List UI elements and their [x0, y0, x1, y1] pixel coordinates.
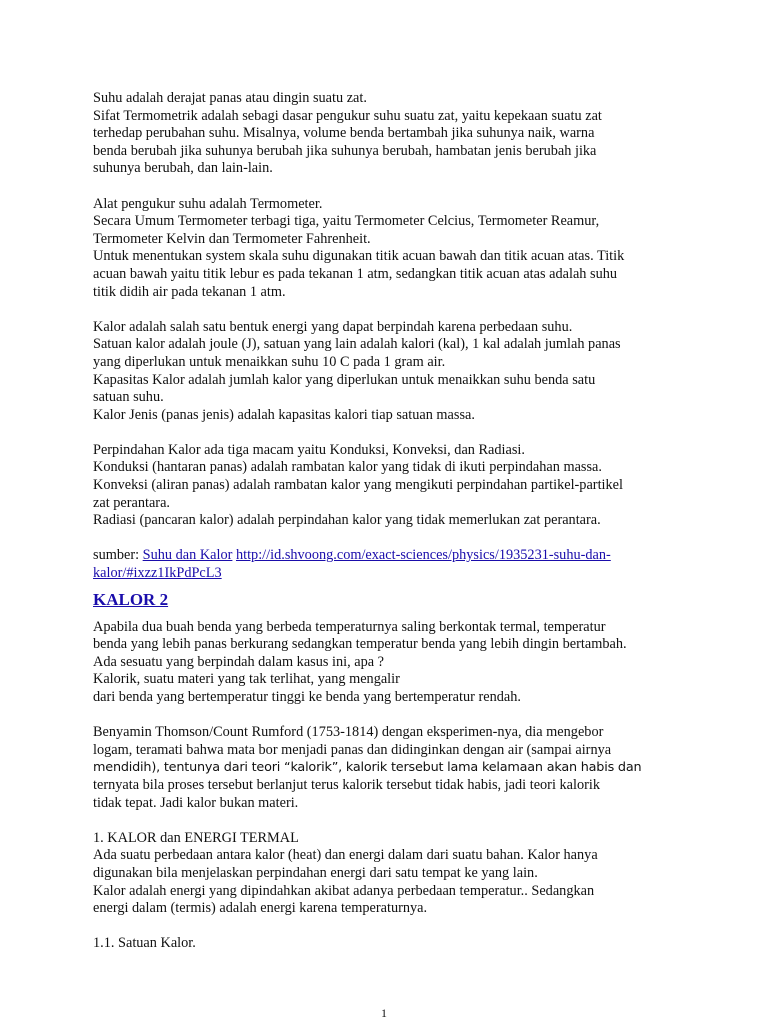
text-line: acuan bawah yaitu titik lebur es pada tekanan 1 atm, sedangkan titik acuan atas adalah suhu	[93, 265, 618, 282]
document-body	[93, 90, 683, 953]
text-line: Satuan kalor adalah joule (J), satuan yang lain adalah kalori (kal), 1 kal adalah jumlah panas	[93, 336, 621, 353]
text-line: satuan suhu.	[93, 389, 164, 406]
paragraph	[93, 830, 683, 918]
text-line: Termometer Kelvin dan Termometer Fahrenheit.	[93, 230, 371, 247]
heading-link[interactable]: KALOR 2	[93, 589, 169, 609]
text-line: titik didih air pada tekanan 1 atm.	[93, 283, 286, 300]
paragraph	[93, 442, 683, 530]
subheading: 1.1. Satuan Kalor.	[93, 935, 196, 952]
text-line: Perpindahan Kalor ada tiga macam yaitu Konduksi, Konveksi, dan Radiasi.	[93, 441, 525, 458]
section-heading	[93, 590, 683, 610]
text-line: Ada suatu perbedaan antara kalor (heat) dan energi dalam dari suatu bahan. Kalor hanya	[93, 847, 598, 864]
text-line: Sifat Termometrik adalah sebagi dasar pengukur suhu suatu zat, yaitu kepekaan suatu zat	[93, 107, 602, 124]
text-line: energi dalam (termis) adalah energi karena temperaturnya.	[93, 900, 428, 917]
paragraph	[93, 935, 683, 953]
text-line: Secara Umum Termometer terbagi tiga, yaitu Termometer Celcius, Termometer Reamur,	[93, 213, 600, 230]
paragraph	[93, 619, 683, 707]
text-line: dari benda yang bertemperatur tinggi ke benda yang bertemperatur rendah.	[93, 689, 521, 705]
text-line: Ada sesuatu yang berpindah dalam kasus ini, apa ?	[93, 653, 385, 670]
page-number: 1	[381, 1006, 387, 1020]
text-line: Radiasi (pancaran kalor) adalah perpindahan kalor yang tidak memerlukan zat perantara.	[93, 512, 601, 529]
text-line: Benyamin Thomson/Count Rumford (1753-1814) dengan eksperimen-nya, dia mengebor	[93, 724, 604, 741]
text-line: logam, teramati bahwa mata bor menjadi panas dan didinginkan dengan air (sampai airnya	[93, 741, 612, 758]
text-line: Kapasitas Kalor adalah jumlah kalor yang diperlukan untuk menaikkan suhu benda satu	[93, 371, 596, 388]
paragraph	[93, 319, 683, 425]
source-link-url[interactable]: http://id.shvoong.com/exact-sciences/physics/1935231-suhu-dan- kalor/#ixzz1IkPdPcL3	[93, 547, 611, 582]
text-line: digunakan bila menjelaskan perpindahan energi dari satu tempat ke yang lain.	[93, 864, 538, 881]
text-line: Untuk menentukan system skala suhu digunakan titik acuan bawah dan titik acuan atas. Titik	[93, 248, 625, 265]
paragraph	[93, 724, 683, 812]
text-line: Suhu adalah derajat panas atau dingin suatu zat.	[93, 90, 367, 106]
paragraph	[93, 196, 683, 302]
text-line: Apabila dua buah benda yang berbeda temperaturnya saling berkontak termal, temperatur	[93, 618, 606, 635]
text-line: Kalor Jenis (panas jenis) adalah kapasitas kalori tiap satuan massa.	[93, 406, 475, 423]
text-line: Alat pengukur suhu adalah Termometer.	[93, 195, 323, 212]
source-link-title[interactable]: Suhu dan Kalor	[142, 547, 233, 564]
text-line: benda berubah jika suhunya berubah jika suhunya berubah, hambatan jenis berubah jika	[93, 142, 597, 159]
subheading: 1. KALOR dan ENERGI TERMAL	[93, 829, 299, 846]
text-line: yang diperlukan untuk menaikkan suhu 10 C pada 1 gram air.	[93, 353, 446, 370]
source-label: sumber:	[93, 547, 143, 564]
text-line: Kalor adalah energi yang dipindahkan akibat adanya perbedaan temperatur.. Sedangkan	[93, 882, 595, 899]
text-line: mendidih), tentunya dari teori “kalorik”, kalorik tersebut lama kelamaan akan habis dan	[93, 760, 642, 776]
text-line: Kalor adalah salah satu bentuk energi yang dapat berpindah karena perbedaan suhu.	[93, 318, 573, 335]
paragraph	[93, 90, 683, 178]
text-line: Konduksi (hantaran panas) adalah rambatan kalor yang tidak di ikuti perpindahan massa.	[93, 459, 602, 476]
source-citation	[93, 547, 683, 582]
text-line: Kalorik, suatu materi yang tak terlihat, yang mengalir	[93, 671, 400, 688]
text-line: tidak tepat. Jadi kalor bukan materi.	[93, 794, 299, 811]
text-line: suhunya berubah, dan lain-lain.	[93, 160, 273, 177]
text-line: ternyata bila proses tersebut berlanjut terus kalorik tersebut tidak habis, jadi teori kalorik	[93, 776, 600, 793]
text-line: zat perantara.	[93, 494, 170, 511]
text-line: terhedap perubahan suhu. Misalnya, volume benda bertambah jika suhunya naik, warna	[93, 125, 595, 142]
text-line: benda yang lebih panas berkurang sedangkan temperatur benda yang lebih dingin bertambah.	[93, 636, 627, 653]
text-line: Konveksi (aliran panas) adalah rambatan kalor yang mengikuti perpindahan partikel-partikel	[93, 477, 623, 494]
